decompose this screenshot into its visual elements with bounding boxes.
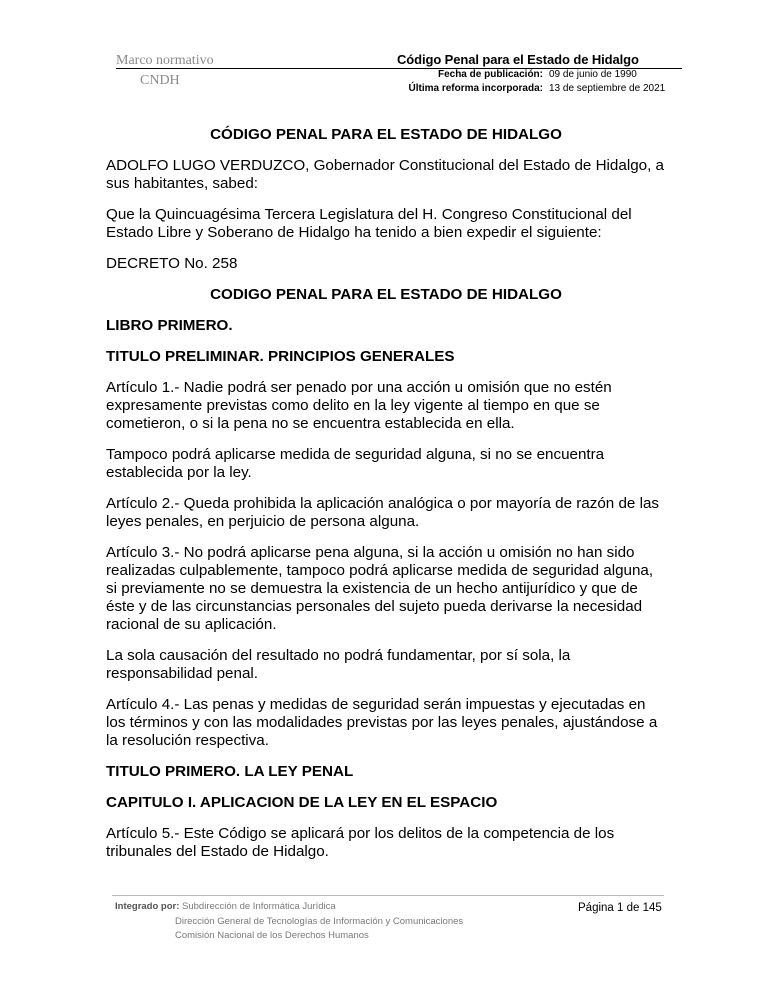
preliminary-title-heading: TITULO PRELIMINAR. PRINCIPIOS GENERALES	[106, 348, 455, 365]
article-4: Artículo 4.- Las penas y medidas de seguridad serán impuestas y ejecutadas en los términos y con las modalidades previstas por las leyes penales, ajustándose a la resolución respectiva.	[106, 696, 658, 749]
article-3-paragraph-2: La sola causación del resultado no podrá fundamentar, por sí sola, la responsabilidad penal.	[106, 647, 571, 682]
title-one-heading: TITULO PRIMERO. LA LEY PENAL	[106, 763, 354, 780]
paragraph-decree: DECRETO No. 258	[106, 255, 238, 272]
paragraph-governor: ADOLFO LUGO VERDUZCO, Gobernador Constitucional del Estado de Hidalgo, a sus habitantes, sabed:	[106, 157, 664, 192]
page-number: Página 1 de 145	[578, 902, 662, 914]
header-dates	[380, 68, 680, 96]
footer-line-2: Dirección General de Tecnologías de Información y Comunicaciones	[175, 915, 464, 927]
article-1: Artículo 1.- Nadie podrá ser penado por una acción u omisión que no estén expresamente previstas como delito en la ley vigente al tiempo en que se cometieron, o si la pena no se encuentra establecida en ella.	[106, 379, 612, 432]
footer-credits	[115, 900, 463, 944]
publication-date-value: 09 de junio de 1990	[549, 69, 637, 80]
last-reform-label: Última reforma incorporada:	[408, 83, 543, 94]
chapter-one-heading: CAPITULO I. APLICACION DE LA LEY EN EL ESPACIO	[106, 794, 498, 811]
document-title: Código Penal para el Estado de Hidalgo	[397, 52, 639, 67]
header-cndh: CNDH	[140, 73, 180, 88]
main-heading: CÓDIGO PENAL PARA EL ESTADO DE HIDALGO	[210, 126, 562, 143]
footer-divider	[112, 895, 664, 896]
article-3: Artículo 3.- No podrá aplicarse pena alguna, si la acción u omisión no han sido realizadas culpablemente, tampoco podrá aplicarse medida de seguridad alguna, si previamente no se demuestra la existencia de un hecho antijurídico y que de éste y de las circunstancias personales del sujeto pueda derivarse la necesidad racional de su aplicación.	[106, 544, 654, 633]
book-heading: LIBRO PRIMERO.	[106, 317, 233, 334]
document-body	[106, 126, 666, 874]
last-reform-row	[380, 82, 680, 96]
footer-line-1: Subdirección de Informática Jurídica	[182, 901, 336, 912]
article-5: Artículo 5.- Este Código se aplicará por los delitos de la competencia de los tribunales del Estado de Hidalgo.	[106, 825, 615, 860]
paragraph-legislature: Que la Quincuagésima Tercera Legislatura del H. Congreso Constitucional del Estado Libre y Soberano de Hidalgo ha tenido a bien expedir el siguiente:	[106, 206, 632, 241]
footer-label: Integrado por:	[115, 901, 180, 912]
code-heading: CODIGO PENAL PARA EL ESTADO DE HIDALGO	[210, 286, 562, 303]
publication-date-label: Fecha de publicación:	[437, 69, 543, 80]
article-2: Artículo 2.- Queda prohibida la aplicación analógica o por mayoría de razón de las leyes penales, en perjuicio de persona alguna.	[106, 495, 659, 530]
header-marco-normativo: Marco normativo	[116, 53, 214, 68]
publication-date-row	[380, 68, 680, 82]
header-org	[116, 52, 214, 90]
footer-line-3: Comisión Nacional de los Derechos Humanos	[175, 930, 369, 941]
last-reform-value: 13 de septiembre de 2021	[549, 83, 666, 94]
article-1-paragraph-2: Tampoco podrá aplicarse medida de seguridad alguna, si no se encuentra establecida por la ley.	[106, 446, 605, 481]
